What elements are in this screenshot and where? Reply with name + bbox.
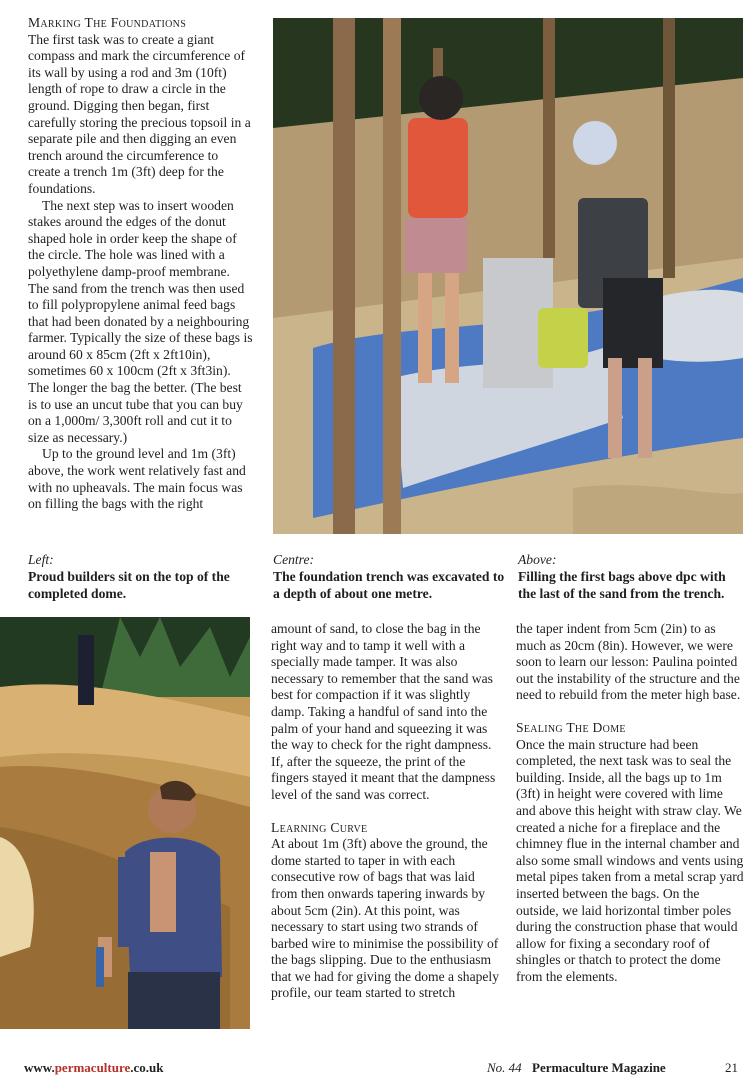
article-column-1 — [28, 15, 254, 513]
caption-above — [518, 551, 744, 602]
section-heading-sealing-dome: Sealing The Dome — [516, 719, 626, 735]
url-suffix: .co.uk — [130, 1060, 164, 1075]
footer-issue-number: No. 44 — [487, 1060, 522, 1075]
paragraph: amount of sand, to close the bag in the right way and to tamp it well with a specially made tamper. It was also necessary to remember that the sand was best for compaction if it was slightly damp. Taking a handful of sand into the palm of your hand and squeezing it was the way to check for the right dampness. If, after the squeeze, the print of the fingers stayed it meant that the dampness level of the sand was correct. — [271, 621, 496, 802]
footer-website-url[interactable] — [24, 1060, 164, 1076]
paragraph: At about 1m (3ft) above the ground, the dome started to taper in with each consecutive row of bags that was laid from then onwards tapering inwards by about 5cm (2in). At this point, was necessary to start using two strands of barbed wire to minimise the possibility of the bags slipping. Due to the enthusiasm that we had for giving the dome a shapely profile, our team started to stretch — [271, 836, 500, 1001]
photo-foundation-trench — [0, 617, 250, 1029]
footer-page-number: 21 — [725, 1060, 738, 1075]
section-heading-foundations: Marking The Foundations — [28, 15, 187, 30]
paragraph: Once the main structure had been completed, the next task was to seal the building. Inside, all the bags up to 1m (3ft) in height were covered with lime and above this height with straw clay. We created a niche for a fireplace and the chimney flue in the internal chamber and also some small windows and vents using metal pipes taken from a metal scrap yard inserted between the bags. On the outside, we laid horizontal timber poles during the construction phase that would allow for fixing a secondary roof of shingles or thatch to protect the dome from the elements. — [516, 736, 744, 984]
caption-above-label: Above: — [518, 552, 557, 567]
paragraph: Up to the ground level and 1m (3ft) above, the work went relatively fast and with no upheavals. The main focus was on filling the bags with the right — [28, 446, 246, 512]
section-heading-learning-curve: Learning Curve — [271, 819, 368, 835]
caption-centre — [273, 551, 505, 602]
paragraph: the taper indent from 5cm (2in) to as much as 20cm (8in). However, we were soon to learn our lesson: Paulina pointed out the instability of the structure and the need to rebuild from the meter high base. — [516, 621, 741, 703]
caption-left-text: Proud builders sit on the top of the completed dome. — [28, 569, 230, 601]
caption-left — [28, 551, 258, 602]
article-column-2 — [271, 621, 499, 1002]
url-prefix: www. — [24, 1060, 55, 1075]
url-accent: permaculture — [54, 1060, 131, 1075]
article-column-3 — [516, 621, 744, 985]
caption-left-label: Left: — [28, 552, 54, 567]
paragraph: The next step was to insert wooden stakes around the edges of the donut shaped hole in order keep the shape of the circle. The hole was lined with a polyethylene damp-proof membrane. The sand from the trench was then used to fill polypropylene animal feed bags that had been donated by a neighbouring farmer. Typically the size of these bags is around 60 x 85cm (2ft x 2ft10in), sometimes 60 x 100cm (2ft x 3ft3in). The longer the bag the better. (The best is to use an uncut tube that you can buy on a 1,000m/ 3,300ft roll and cut it to size as necessary.) — [28, 197, 253, 445]
caption-above-text: Filling the first bags above dpc with the last of the sand from the trench. — [518, 569, 726, 601]
photo-foundation-trench-image — [0, 617, 250, 1029]
caption-centre-text: The foundation trench was excavated to a depth of about one metre. — [273, 569, 505, 601]
footer-magazine-name: Permaculture Magazine — [532, 1060, 666, 1075]
photo-filling-bags-image — [273, 18, 743, 534]
paragraph: The first task was to create a giant compass and mark the circumference of its wall by using a rod and 3m (10ft) length of rope to draw a circle in the ground. Digging then began, first carefully storing the precious topsoil in a separate pile and then digging an even trench around the circumference to create a trench 1m (3ft) deep for the foundations. — [28, 31, 251, 196]
caption-centre-label: Centre: — [273, 552, 315, 567]
photo-filling-bags — [273, 18, 743, 534]
